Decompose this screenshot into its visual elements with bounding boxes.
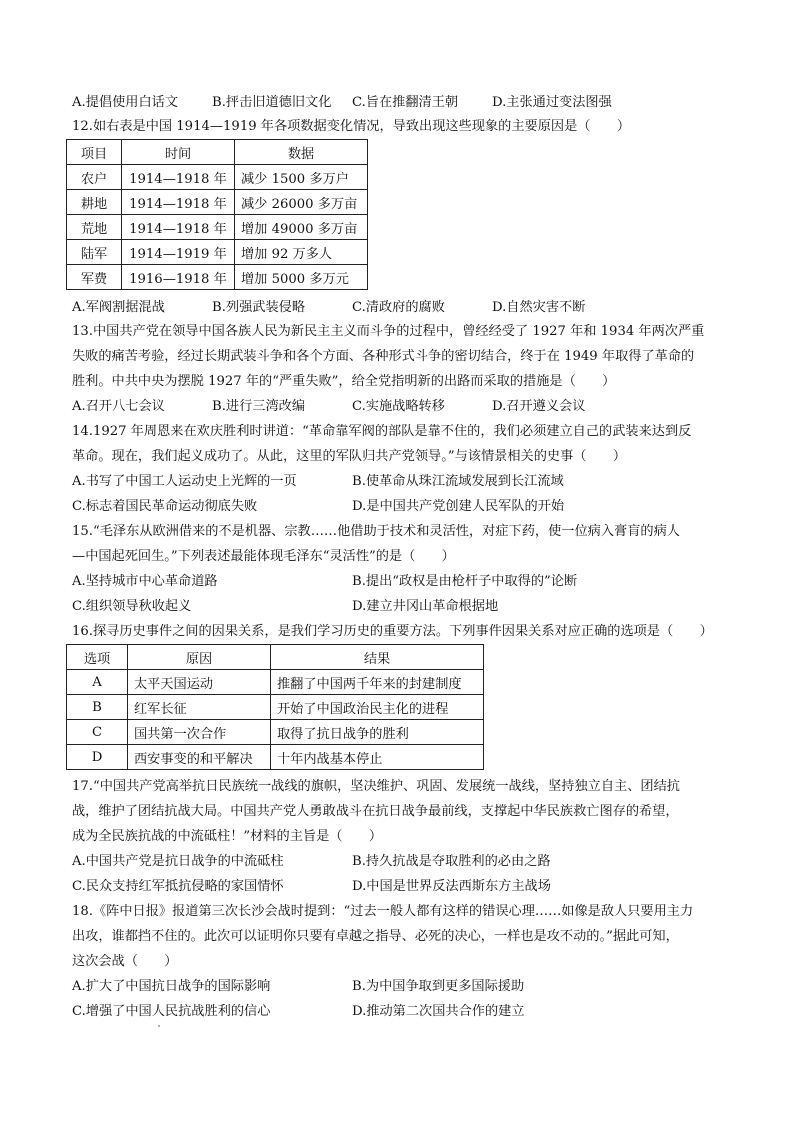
q18-stem-line-1: 18.《阵中日报》报道第三次长沙会战时提到：“过去一般人都有这样的错误心理……如像是敌人只要用主力 bbox=[72, 904, 694, 919]
table-header-row bbox=[67, 645, 484, 670]
q17-stem-line-3: 成为全民族抗战的中流砥柱！”材料的主旨是（ ） bbox=[72, 829, 383, 844]
table-cell: C bbox=[67, 720, 128, 745]
table-header: 原因 bbox=[128, 645, 271, 670]
table-cell: 1914—1918 年 bbox=[122, 165, 235, 190]
q13-option-d[interactable]: D.召开遵义会议 bbox=[492, 399, 586, 414]
table-cell: 太平天国运动 bbox=[128, 670, 271, 695]
q12-stem: 12.如右表是中国 1914—1919 年各项数据变化情况，导致出现这些现象的主要原因是（ ） bbox=[72, 119, 631, 134]
q17-stem-line-1: 17.“中国共产党高举抗日民族统一战线的旗帜，坚决维护、巩固、发展统一战线，坚持独立自主、团结抗 bbox=[72, 779, 680, 794]
table-cell: 十年内战基本停止 bbox=[271, 745, 484, 770]
table-cell: 陆军 bbox=[67, 240, 122, 265]
q14-option-a[interactable]: A.书写了中国工人运动史上光辉的一页 bbox=[72, 474, 297, 489]
q17-stem-line-2: 战，维护了团结抗战大局。中国共产党人勇敢战斗在抗日战争最前线，支撑起中华民族救亡图存的希望， bbox=[72, 804, 679, 819]
table-cell: 推翻了中国两千年来的封建制度 bbox=[271, 670, 484, 695]
table-row bbox=[67, 745, 484, 770]
table-cell: 增加 92 万多人 bbox=[235, 240, 368, 265]
table-cell: 增加 49000 多万亩 bbox=[235, 215, 368, 240]
table-cell: 开始了中国政治民主化的进程 bbox=[271, 695, 484, 720]
q15-option-b[interactable]: B.提出“政权是由枪杆子中取得的”论断 bbox=[352, 574, 578, 589]
q14-stem-line-2: 革命。现在，我们起义成功了。从此，这里的军队归共产党领导。”与该情景相关的史事（ ） bbox=[72, 449, 627, 464]
q17-option-c[interactable]: C.民众支持红军抵抗侵略的家国情怀 bbox=[72, 879, 284, 894]
q17-option-b[interactable]: B.持久抗战是夺取胜利的必由之路 bbox=[352, 854, 551, 869]
table-cell: 1914—1919 年 bbox=[122, 240, 235, 265]
table-header: 数据 bbox=[235, 140, 368, 165]
q18-option-b[interactable]: B.为中国争取到更多国际援助 bbox=[352, 979, 525, 994]
table-row bbox=[67, 165, 368, 190]
table-cell: 耕地 bbox=[67, 190, 122, 215]
q11-option-a[interactable]: A.提倡使用白话文 bbox=[72, 95, 179, 110]
q12-option-c[interactable]: C.清政府的腐败 bbox=[352, 300, 445, 315]
q18-option-d[interactable]: D.推动第二次国共合作的建立 bbox=[352, 1004, 525, 1019]
q18-option-a[interactable]: A.扩大了中国抗日战争的国际影响 bbox=[72, 979, 271, 994]
table-row bbox=[67, 670, 484, 695]
q12-option-d[interactable]: D.自然灾害不断 bbox=[492, 300, 586, 315]
table-row bbox=[67, 265, 368, 290]
table-row bbox=[67, 720, 484, 745]
q13-option-b[interactable]: B.进行三湾改编 bbox=[212, 399, 306, 414]
table-row bbox=[67, 695, 484, 720]
table-cell: 国共第一次合作 bbox=[128, 720, 271, 745]
q18-stem-line-2: 出攻，谁都挡不住的。此次可以证明你只要有卓越之指导、必死的决心，一样也是攻不动的。”据此可知， bbox=[72, 929, 679, 944]
table-cell: 1914—1918 年 bbox=[122, 190, 235, 215]
table-cell: 农户 bbox=[67, 165, 122, 190]
q13-stem-line-3: 胜利。中共中央为摆脱 1927 年的“严重失败”，给全党指明新的出路而采取的措施是（ ） bbox=[72, 374, 616, 389]
table-cell: 1914—1918 年 bbox=[122, 215, 235, 240]
q11-option-d[interactable]: D.主张通过变法图强 bbox=[492, 95, 612, 110]
q11-option-c[interactable]: C.旨在推翻清王朝 bbox=[352, 95, 459, 110]
table-cell: 减少 1500 多万户 bbox=[235, 165, 368, 190]
table-header: 项目 bbox=[67, 140, 122, 165]
q18-option-c[interactable]: C.增强了中国人民抗战胜利的信心 bbox=[72, 1004, 271, 1019]
q15-stem-line-1: 15.“毛泽东从欧洲借来的不是机器、宗教……他借助于技术和灵活性，对症下药，使一位病入膏肓的病人 bbox=[72, 524, 680, 539]
q11-option-b[interactable]: B.抨击旧道德旧文化 bbox=[212, 95, 332, 110]
q12-option-a[interactable]: A.军阀割据混战 bbox=[72, 300, 165, 315]
q14-stem-line-1: 14.1927 年周恩来在欢庆胜利时讲道：“革命靠军阀的部队是靠不住的，我们必须建立自己的武装来达到反 bbox=[72, 424, 692, 439]
q15-option-a[interactable]: A.坚持城市中心革命道路 bbox=[72, 574, 218, 589]
table-header-row bbox=[67, 140, 368, 165]
table-row bbox=[67, 240, 368, 265]
q15-option-c[interactable]: C.组织领导秋收起义 bbox=[72, 599, 192, 614]
table-row bbox=[67, 190, 368, 215]
table-cell: D bbox=[67, 745, 128, 770]
q15-stem-line-2: —中国起死回生。”下列表述最能体现毛泽东“灵活性”的是（ ） bbox=[72, 549, 455, 564]
q16-table bbox=[66, 644, 484, 770]
q14-option-b[interactable]: B.使革命从珠江流域发展到长江流域 bbox=[352, 474, 564, 489]
scan-speck bbox=[158, 1025, 160, 1027]
table-cell: 减少 26000 多万亩 bbox=[235, 190, 368, 215]
table-cell: 取得了抗日战争的胜利 bbox=[271, 720, 484, 745]
table-header: 时间 bbox=[122, 140, 235, 165]
q13-stem-line-1: 13.中国共产党在领导中国各族人民为新民主主义而斗争的过程中，曾经经受了 1927 年和 1934 年两次严重 bbox=[72, 324, 705, 339]
table-cell: B bbox=[67, 695, 128, 720]
q13-option-a[interactable]: A.召开八七会议 bbox=[72, 399, 165, 414]
table-header: 结果 bbox=[271, 645, 484, 670]
table-cell: 增加 5000 多万元 bbox=[235, 265, 368, 290]
table-cell: 1916—1918 年 bbox=[122, 265, 235, 290]
q16-stem: 16.探寻历史事件之间的因果关系，是我们学习历史的重要方法。下列事件因果关系对应正确的选项是（ ） bbox=[72, 624, 713, 639]
q18-stem-line-3: 这次会战（ ） bbox=[72, 954, 178, 969]
table-cell: 军费 bbox=[67, 265, 122, 290]
q13-option-c[interactable]: C.实施战略转移 bbox=[352, 399, 445, 414]
q13-stem-line-2: 失败的痛苦考验，经过长期武装斗争和各个方面、各种形式斗争的密切结合，终于在 1949 年取得了革命的 bbox=[72, 349, 695, 364]
q14-option-c[interactable]: C.标志着国民革命运动彻底失败 bbox=[72, 499, 258, 514]
q15-option-d[interactable]: D.建立井冈山革命根据地 bbox=[352, 599, 499, 614]
table-row bbox=[67, 215, 368, 240]
table-header: 选项 bbox=[67, 645, 128, 670]
q17-option-a[interactable]: A.中国共产党是抗日战争的中流砥柱 bbox=[72, 854, 284, 869]
table-cell: 荒地 bbox=[67, 215, 122, 240]
table-cell: A bbox=[67, 670, 128, 695]
table-cell: 红军长征 bbox=[128, 695, 271, 720]
q17-option-d[interactable]: D.中国是世界反法西斯东方主战场 bbox=[352, 879, 551, 894]
q12-table bbox=[66, 139, 368, 290]
q12-option-b[interactable]: B.列强武装侵略 bbox=[212, 300, 306, 315]
q14-option-d[interactable]: D.是中国共产党创建人民军队的开始 bbox=[352, 499, 565, 514]
table-cell: 西安事变的和平解决 bbox=[128, 745, 271, 770]
